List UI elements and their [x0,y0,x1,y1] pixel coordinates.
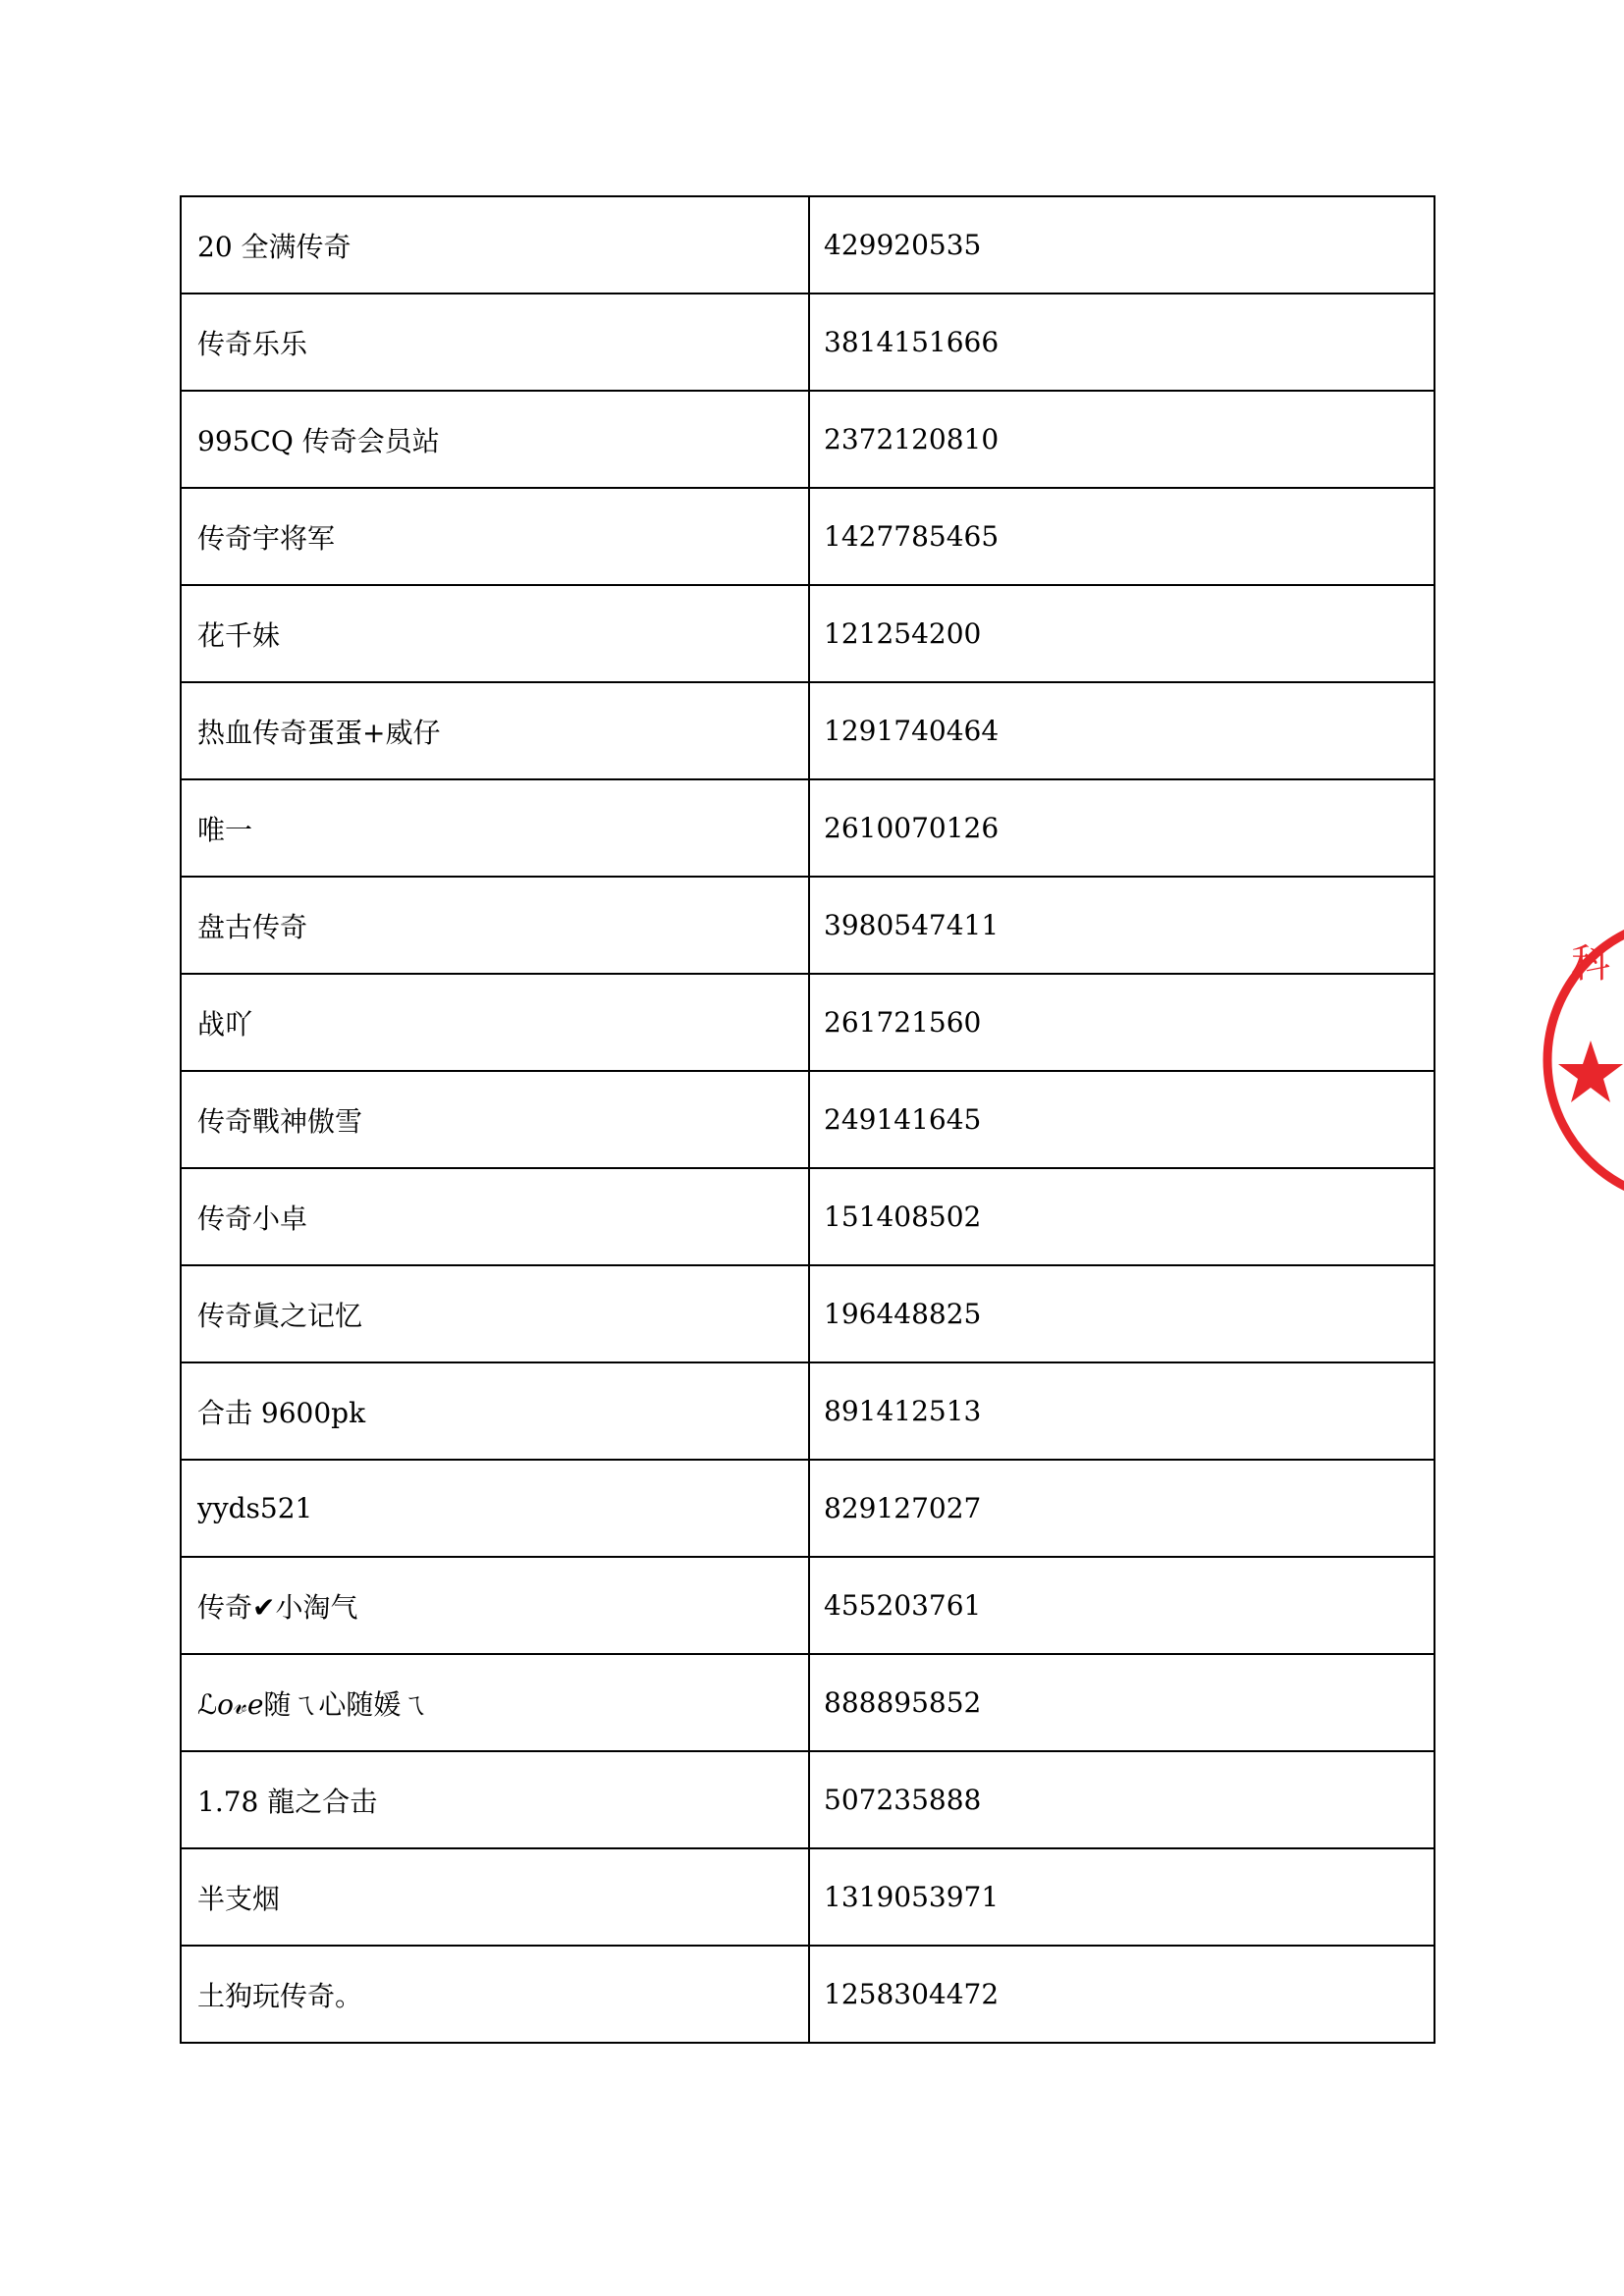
id-cell: 249141645 [809,1071,1435,1168]
id-cell: 121254200 [809,585,1435,682]
table-row [181,1654,1435,1751]
data-table [180,195,1435,2044]
id-cell: 2610070126 [809,779,1435,877]
name-cell: 战吖 [181,974,809,1071]
table-row [181,974,1435,1071]
table-row [181,877,1435,974]
seal-text: 科 [1571,941,1614,987]
id-cell: 1319053971 [809,1848,1435,1946]
id-cell: 151408502 [809,1168,1435,1265]
id-cell: 507235888 [809,1751,1435,1848]
id-cell: 888895852 [809,1654,1435,1751]
name-cell: 花千妹 [181,585,809,682]
id-cell: 3980547411 [809,877,1435,974]
name-cell: yyds521 [181,1460,809,1557]
id-cell: 891412513 [809,1362,1435,1460]
name-cell: ℒ𝑜𝓋𝑒随ㄟ心随媛ㄟ [181,1654,809,1751]
id-cell: 3814151666 [809,294,1435,391]
table-row [181,196,1435,294]
table-row [181,1168,1435,1265]
name-cell: 20 全满传奇 [181,196,809,294]
seal-star-icon [1558,1041,1623,1102]
id-cell: 455203761 [809,1557,1435,1654]
name-cell: 合击 9600pk [181,1362,809,1460]
name-cell: 传奇戰神傲雪 [181,1071,809,1168]
name-cell: 土狗玩传奇。 [181,1946,809,2043]
table-row [181,488,1435,585]
table-row [181,1848,1435,1946]
table-row [181,682,1435,779]
name-cell: 半支烟 [181,1848,809,1946]
name-cell: 995CQ 传奇会员站 [181,391,809,488]
name-cell: 传奇宇将军 [181,488,809,585]
name-cell: 唯一 [181,779,809,877]
name-cell: 传奇小卓 [181,1168,809,1265]
official-seal [1542,883,1624,1237]
id-cell: 829127027 [809,1460,1435,1557]
table-row [181,779,1435,877]
table-row [181,1460,1435,1557]
table-row [181,294,1435,391]
table-row [181,1751,1435,1848]
table-row [181,391,1435,488]
table-row [181,1071,1435,1168]
id-cell: 1258304472 [809,1946,1435,2043]
table-row [181,585,1435,682]
name-cell: 热血传奇蛋蛋+威仔 [181,682,809,779]
table-row [181,1265,1435,1362]
name-cell: 盘古传奇 [181,877,809,974]
id-cell: 429920535 [809,196,1435,294]
name-cell: 传奇眞之记忆 [181,1265,809,1362]
id-cell: 196448825 [809,1265,1435,1362]
id-cell: 1291740464 [809,682,1435,779]
table-row [181,1362,1435,1460]
id-cell: 261721560 [809,974,1435,1071]
name-cell: 传奇✔小淘气 [181,1557,809,1654]
name-cell: 传奇乐乐 [181,294,809,391]
name-cell: 1.78 龍之合击 [181,1751,809,1848]
id-cell: 1427785465 [809,488,1435,585]
table-row [181,1557,1435,1654]
id-cell: 2372120810 [809,391,1435,488]
table-row [181,1946,1435,2043]
